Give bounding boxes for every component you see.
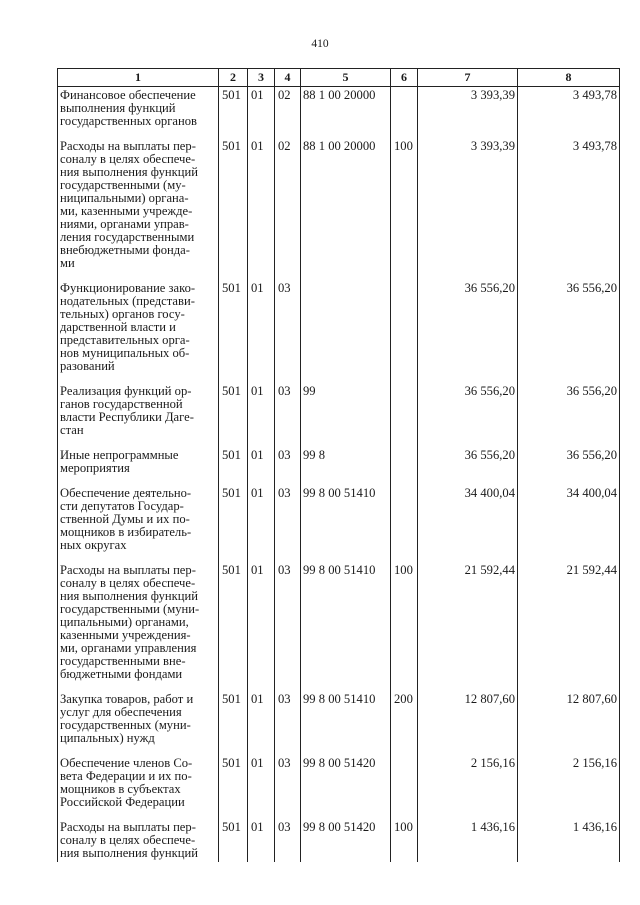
cell-name-line: ми [60, 256, 75, 270]
column-header-name: 1 [58, 69, 219, 87]
table-row [58, 819, 620, 862]
cell-vr [391, 755, 418, 819]
table-row [58, 383, 620, 447]
cell-csr: 99 8 [301, 447, 391, 485]
column-header-csr: 5 [301, 69, 391, 87]
cell-pr: 03 [275, 485, 301, 562]
cell-csr: 99 8 00 51410 [301, 562, 391, 691]
cell-sum-year1: 2 156,16 [418, 755, 518, 819]
cell-rz: 01 [248, 383, 275, 447]
table-row [58, 87, 620, 139]
cell-csr: 99 8 00 51410 [301, 691, 391, 755]
cell-sum-year1: 36 556,20 [418, 447, 518, 485]
cell-ved: 501 [219, 562, 248, 691]
cell-name-line: нодательных (представи- [60, 294, 195, 308]
cell-pr: 03 [275, 447, 301, 485]
cell-name-line: казенными учреждения- [60, 628, 191, 642]
cell-name [58, 138, 219, 280]
cell-name-line: представительных орга- [60, 333, 190, 347]
cell-csr: 99 8 00 51410 [301, 485, 391, 562]
cell-ved: 501 [219, 447, 248, 485]
cell-rz: 01 [248, 280, 275, 383]
table-header-row [58, 69, 620, 87]
cell-name-line: сти депутатов Государ- [60, 499, 184, 513]
cell-name-line: Обеспечение членов Со- [60, 756, 193, 770]
cell-rz: 01 [248, 447, 275, 485]
cell-name-line: ственной Думы и их по- [60, 512, 190, 526]
cell-name-line: стан [60, 423, 84, 437]
cell-name-line: государственных органов [60, 114, 197, 128]
cell-ved: 501 [219, 280, 248, 383]
cell-name-line: мероприятия [60, 461, 130, 475]
cell-name-line: Российской Федерации [60, 795, 185, 809]
cell-sum-year1: 1 436,16 [418, 819, 518, 862]
cell-sum-year2: 3 493,78 [518, 87, 620, 139]
column-header-vr: 6 [391, 69, 418, 87]
cell-name-line: мощников в избиратель- [60, 525, 192, 539]
cell-vr: 200 [391, 691, 418, 755]
cell-vr [391, 280, 418, 383]
cell-name-line: ниями, органами управ- [60, 217, 189, 231]
cell-name-line: внебюджетными фонда- [60, 243, 190, 257]
table-row [58, 138, 620, 280]
cell-sum-year1: 3 393,39 [418, 87, 518, 139]
table-row [58, 691, 620, 755]
cell-pr: 02 [275, 138, 301, 280]
cell-sum-year1: 3 393,39 [418, 138, 518, 280]
cell-rz: 01 [248, 485, 275, 562]
cell-csr: 99 8 00 51420 [301, 819, 391, 862]
cell-sum-year2: 12 807,60 [518, 691, 620, 755]
cell-sum-year2: 36 556,20 [518, 383, 620, 447]
cell-name-line: Реализация функций ор- [60, 384, 192, 398]
cell-name-line: тельных) органов госу- [60, 307, 185, 321]
cell-name [58, 485, 219, 562]
cell-name-line: ных округах [60, 538, 127, 552]
cell-name-line: нов муниципальных об- [60, 346, 190, 360]
cell-vr: 100 [391, 138, 418, 280]
cell-ved: 501 [219, 138, 248, 280]
cell-rz: 01 [248, 691, 275, 755]
cell-sum-year1: 36 556,20 [418, 383, 518, 447]
table-row [58, 280, 620, 383]
cell-rz: 01 [248, 819, 275, 862]
table-body [58, 87, 620, 863]
cell-pr: 03 [275, 691, 301, 755]
cell-rz: 01 [248, 87, 275, 139]
cell-name [58, 755, 219, 819]
cell-name-line: ципальными) органами, [60, 615, 189, 629]
cell-sum-year1: 34 400,04 [418, 485, 518, 562]
column-header-sum2: 8 [518, 69, 620, 87]
cell-pr: 03 [275, 755, 301, 819]
cell-name-line: государственными (му- [60, 178, 186, 192]
cell-ved: 501 [219, 755, 248, 819]
cell-name-line: Функционирование зако- [60, 281, 196, 295]
cell-pr: 03 [275, 562, 301, 691]
cell-name-line: ми, казенными учрежде- [60, 204, 193, 218]
cell-name [58, 562, 219, 691]
cell-sum-year2: 34 400,04 [518, 485, 620, 562]
cell-csr: 99 8 00 51420 [301, 755, 391, 819]
cell-sum-year2: 21 592,44 [518, 562, 620, 691]
cell-name [58, 819, 219, 862]
table-row [58, 447, 620, 485]
column-header-pr: 4 [275, 69, 301, 87]
cell-ved: 501 [219, 485, 248, 562]
table-row [58, 562, 620, 691]
cell-name-line: ганов государственной [60, 397, 183, 411]
cell-sum-year2: 1 436,16 [518, 819, 620, 862]
cell-name-line: Расходы на выплаты пер- [60, 139, 196, 153]
cell-name-line: соналу в целях обеспече- [60, 576, 196, 590]
cell-vr [391, 383, 418, 447]
cell-name-line: Закупка товаров, работ и [60, 692, 194, 706]
cell-name [58, 87, 219, 139]
cell-name-line: государственными вне- [60, 654, 186, 668]
cell-ved: 501 [219, 383, 248, 447]
table-row [58, 485, 620, 562]
cell-pr: 02 [275, 87, 301, 139]
cell-pr: 03 [275, 383, 301, 447]
cell-name-line: разований [60, 359, 115, 373]
cell-name-line: выполнения функций [60, 101, 176, 115]
column-header-rz: 3 [248, 69, 275, 87]
cell-rz: 01 [248, 562, 275, 691]
cell-name-line: мощников в субъектах [60, 782, 181, 796]
cell-sum-year1: 21 592,44 [418, 562, 518, 691]
cell-csr: 88 1 00 20000 [301, 138, 391, 280]
column-header-ved: 2 [219, 69, 248, 87]
cell-name-line: вета Федерации и их по- [60, 769, 192, 783]
cell-sum-year2: 2 156,16 [518, 755, 620, 819]
cell-sum-year1: 12 807,60 [418, 691, 518, 755]
cell-name-line: ния выполнения функций [60, 846, 198, 860]
cell-name-line: услуг для обеспечения [60, 705, 182, 719]
cell-name-line: соналу в целях обеспече- [60, 833, 196, 847]
cell-rz: 01 [248, 138, 275, 280]
cell-sum-year2: 36 556,20 [518, 447, 620, 485]
cell-name [58, 280, 219, 383]
cell-rz: 01 [248, 755, 275, 819]
cell-name-line: ления государственными [60, 230, 195, 244]
cell-csr: 99 [301, 383, 391, 447]
cell-vr [391, 485, 418, 562]
cell-name-line: ния выполнения функций [60, 589, 198, 603]
cell-name-line: государственными (муни- [60, 602, 200, 616]
cell-vr: 100 [391, 819, 418, 862]
cell-name-line: Расходы на выплаты пер- [60, 820, 196, 834]
cell-sum-year1: 36 556,20 [418, 280, 518, 383]
cell-name-line: ципальных) нужд [60, 731, 155, 745]
cell-name [58, 447, 219, 485]
cell-name-line: Финансовое обеспечение [60, 88, 196, 102]
cell-pr: 03 [275, 819, 301, 862]
cell-name-line: соналу в целях обеспече- [60, 152, 196, 166]
cell-name-line: Иные непрограммные [60, 448, 179, 462]
cell-pr: 03 [275, 280, 301, 383]
cell-ved: 501 [219, 87, 248, 139]
cell-name-line: Расходы на выплаты пер- [60, 563, 196, 577]
cell-name [58, 383, 219, 447]
cell-vr [391, 447, 418, 485]
cell-name-line: ниципальными) органа- [60, 191, 189, 205]
column-header-sum1: 7 [418, 69, 518, 87]
cell-ved: 501 [219, 819, 248, 862]
page-number: 410 [311, 38, 329, 50]
cell-name-line: ми, органами управления [60, 641, 197, 655]
cell-name-line: бюджетными фондами [60, 667, 183, 681]
cell-name [58, 691, 219, 755]
cell-name-line: Обеспечение деятельно- [60, 486, 192, 500]
table-row [58, 755, 620, 819]
cell-vr: 100 [391, 562, 418, 691]
cell-sum-year2: 3 493,78 [518, 138, 620, 280]
cell-name-line: государственных (муни- [60, 718, 191, 732]
cell-name-line: ния выполнения функций [60, 165, 198, 179]
budget-table [57, 68, 620, 862]
cell-vr [391, 87, 418, 139]
cell-csr [301, 280, 391, 383]
cell-sum-year2: 36 556,20 [518, 280, 620, 383]
cell-name-line: дарственной власти и [60, 320, 176, 334]
cell-ved: 501 [219, 691, 248, 755]
cell-csr: 88 1 00 20000 [301, 87, 391, 139]
cell-name-line: власти Республики Даге- [60, 410, 194, 424]
